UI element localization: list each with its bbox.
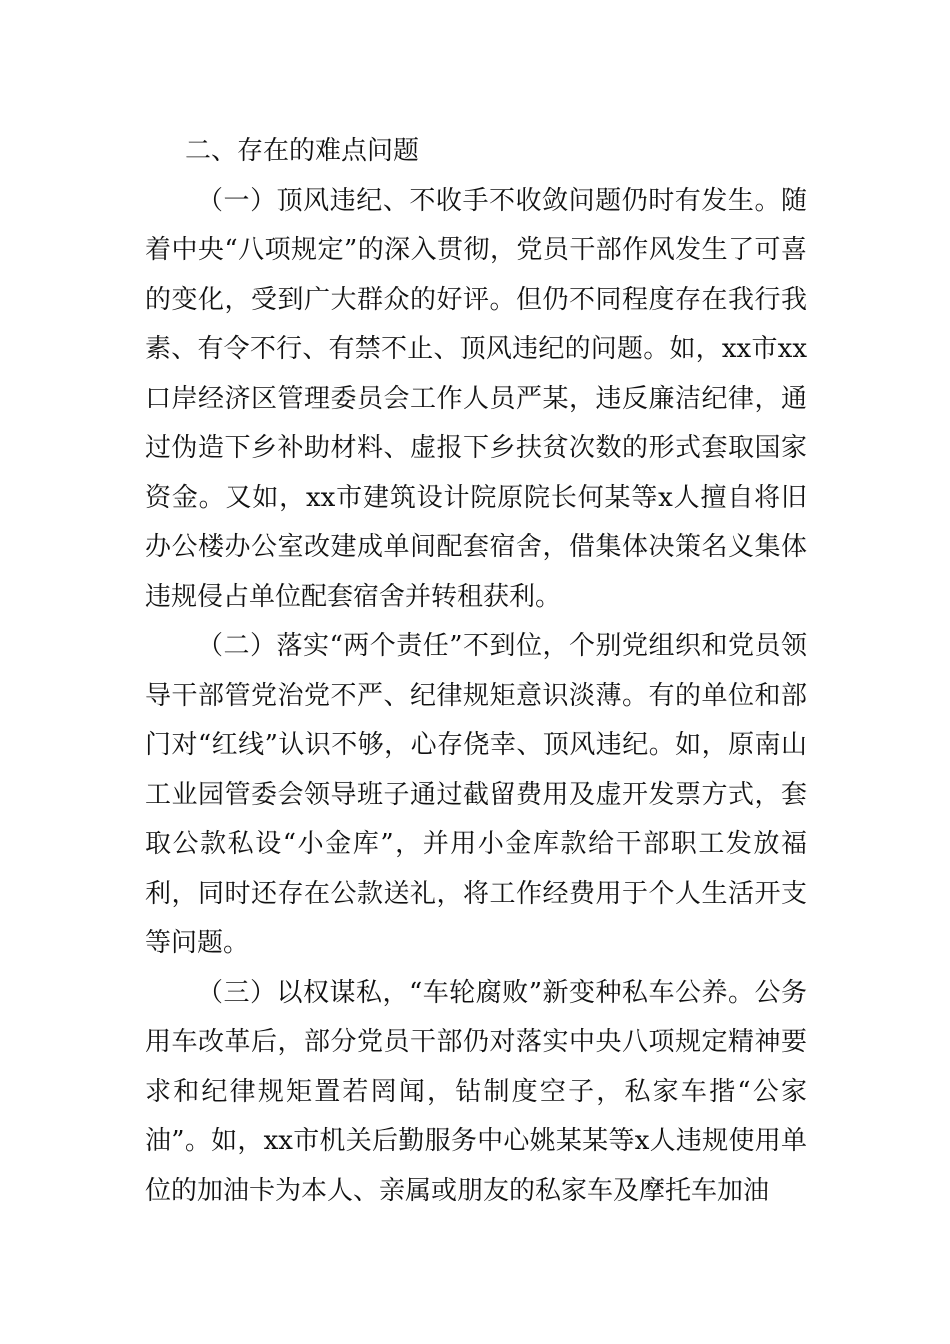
paragraph-2: （二）落实“两个责任”不到位，个别党组织和党员领导干部管党治党不严、纪律规矩意识淡薄。有的单位和部门对“红线”认识不够，心存侥幸、顶风违纪。如，原南山工业园管委会领导班子通过截留费用及虚开发票方式，套取公款私设“小金库”，并用小金库款给干部职工发放福利，同时还存在公款送礼，将工作经费用于个人生活开支等问题。 <box>145 631 807 958</box>
section-heading: 二、存在的难点问题 <box>185 136 420 166</box>
document-body <box>145 127 807 1216</box>
paragraph-1: （一）顶风违纪、不收手不收敛问题仍时有发生。随着中央“八项规定”的深入贯彻，党员干部作风发生了可喜的变化，受到广大群众的好评。但仍不同程度存在我行我素、有令不行、有禁不止、顶风违纪的问题。如，xx市xx口岸经济区管理委员会工作人员严某，违反廉洁纪律，通过伪造下乡补助材料、虚报下乡扶贫次数的形式套取国家资金。又如，xx市建筑设计院原院长何某等x人擅自将旧办公楼办公室改建成单间配套宿舍，借集体决策名义集体违规侵占单位配套宿舍并转租获利。 <box>145 185 807 612</box>
paragraph-3: （三）以权谋私，“车轮腐败”新变种私车公养。公务用车改革后，部分党员干部仍对落实中央八项规定精神要求和纪律规矩置若罔闻，钻制度空子，私家车揩“公家油”。如，xx市机关后勤服务中心姚某某等x人违规使用单位的加油卡为本人、亲属或朋友的私家车及摩托车加油 <box>145 977 807 1206</box>
